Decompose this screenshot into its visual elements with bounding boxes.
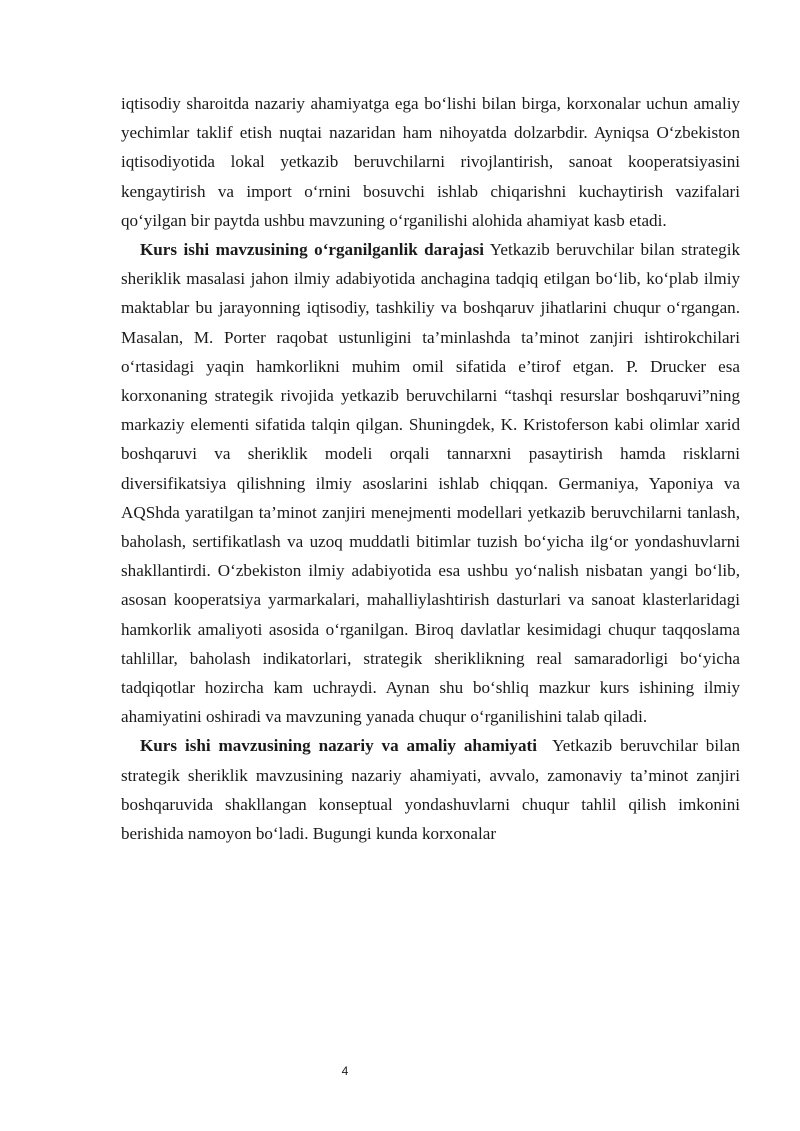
section-heading-study-degree: Kurs ishi mavzusining o‘rganilganlik darajasi <box>140 240 484 260</box>
paragraph-significance <box>121 731 740 848</box>
document-body <box>121 89 740 848</box>
paragraph-text: iqtisodiy sharoitda nazariy ahamiyatga ega bo‘lishi bilan birga, korxonalar uchun amaliy yechimlar taklif etish nuqtai nazaridan ham nihoyatda dolzarbdir. Ayniqsa O‘zbekiston iqtisodiyotida lokal yetkazib beruvchilarni rivojlantirish, sanoat kooperatsiyasini kengaytirish va import o‘rnini bosuvchi ishlab chiqarishni kuchaytirish vazifalari qo‘yilgan bir paytda ushbu mavzuning o‘rganilishi alohida ahamiyat kasb etadi. <box>121 94 740 230</box>
paragraph-study-degree <box>121 235 740 731</box>
paragraph-intro-continuation <box>121 89 740 235</box>
section-heading-significance: Kurs ishi mavzusining nazariy va amaliy ahamiyati <box>140 736 537 756</box>
paragraph-text: Yetkazib beruvchilar bilan strategik sheriklik mavzusining nazariy ahamiyati, avvalo, zamonaviy ta’minot zanjiri boshqaruvida shakllangan konseptual yondashuvlarni chuqur tahlil qilish imkonini berishida namoyon bo‘ladi. Bugungi kunda korxonalar <box>121 736 740 844</box>
page-number: 4 <box>341 1064 349 1078</box>
paragraph-text: Yetkazib beruvchilar bilan strategik sheriklik masalasi jahon ilmiy adabiyotida anchagina tadqiq etilgan bo‘lib, ko‘plab ilmiy maktablar bu jarayonning iqtisodiy, tashkiliy va boshqaruv jihatlarini chuqur o‘rgangan. Masalan, M. Porter raqobat ustunligini ta’minlashda ta’minot zanjiri ishtirokchilari o‘rtasidagi yaqin hamkorlikni muhim omil sifatida e’tirof etgan. P. Drucker esa korxonaning strategik rivojida yetkazib beruvchilarni “tashqi resurslar boshqaruvi”ning markaziy elementi sifatida talqin qilgan. Shuningdek, K. Kristoferson kabi olimlar xarid boshqaruvi va sheriklik modeli orqali tannarxni pasaytirish hamda risklarni diversifikatsiya qilishning ilmiy asoslarini ishlab chiqqan. Germaniya, Yaponiya va AQShda yaratilgan ta’minot zanjiri menejmenti modellari yetkazib beruvchilarni tanlash, baholash, sertifikatlash va uzoq muddatli bitimlar tuzish bo‘yicha ilg‘or yondashuvlarni shakllantirdi. O‘zbekiston ilmiy adabiyotida esa ushbu yo‘nalish nisbatan yangi bo‘lib, asosan kooperatsiya yarmarkalari, mahalliylashtirish dasturlari va sanoat klasterlaridagi hamkorlik amaliyoti asosida o‘rganilgan. Biroq davlatlar kesimidagi chuqur taqqoslama tahlillar, baholash indikatorlari, strategik sheriklikning real samaradorligi bo‘yicha tadqiqotlar hozircha kam uchraydi. Aynan shu bo‘shliq mazkur kurs ishining ilmiy ahamiyatini oshiradi va mavzuning yanada chuqur o‘rganilishini talab qiladi. <box>121 240 740 727</box>
